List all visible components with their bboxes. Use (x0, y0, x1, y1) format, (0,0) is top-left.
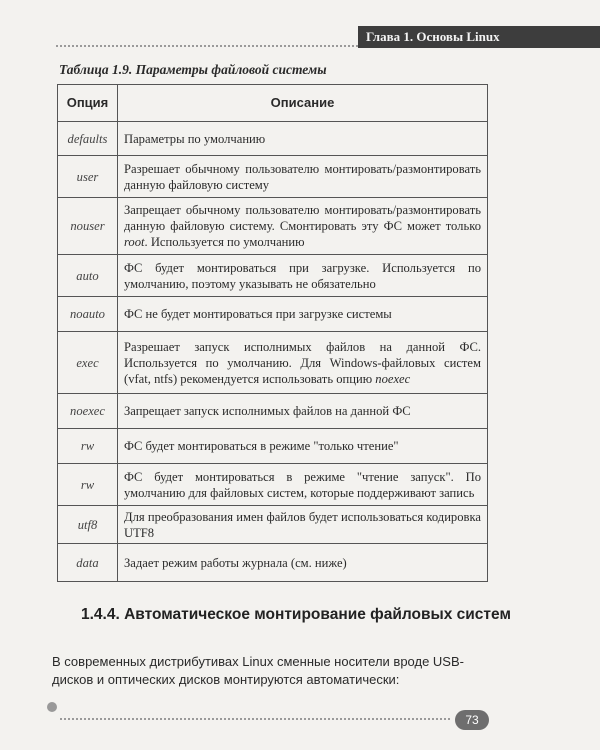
description-cell: Задает режим работы журнала (см. ниже) (118, 544, 488, 582)
option-cell: user (58, 156, 118, 198)
description-cell: ФС будет монтироваться при загрузке. Используется по умолчанию, поэтому указывать не обязательно (118, 255, 488, 297)
header-dotted-rule (56, 45, 358, 47)
description-text: . Используется по умолчанию (144, 235, 305, 249)
option-cell: nouser (58, 198, 118, 255)
description-cell (118, 198, 488, 255)
option-cell: rw (58, 429, 118, 464)
footer-bullet-dot (47, 702, 57, 712)
option-cell: auto (58, 255, 118, 297)
table-row (58, 156, 488, 198)
section-heading: 1.4.4. Автоматическое монтирование файловых систем (81, 606, 511, 623)
option-cell: noexec (58, 394, 118, 429)
table-row (58, 429, 488, 464)
description-cell: Запрещает запуск исполнимых файлов на данной ФС (118, 394, 488, 429)
table-row (58, 122, 488, 156)
description-cell: Разрешает обычному пользователю монтировать/размонтировать данную файловую систему (118, 156, 488, 198)
description-text: Запрещает обычному пользователю монтировать/размонтировать данную файловую систему. Смонтировать эту ФС может только (124, 203, 481, 233)
table-header-row (58, 85, 488, 122)
chapter-title: Глава 1. Основы Linux (366, 29, 500, 44)
option-cell: data (58, 544, 118, 582)
option-cell: rw (58, 464, 118, 506)
table-row (58, 506, 488, 544)
description-cell: ФС не будет монтироваться при загрузке системы (118, 297, 488, 332)
option-cell: utf8 (58, 506, 118, 544)
table-row (58, 297, 488, 332)
description-text: Разрешает запуск исполнимых файлов на данной ФС. Используется по умолчанию. Для Windows-файловых систем (vfat, ntfs) рекомендуется использовать опцию (124, 339, 481, 386)
table-row (58, 198, 488, 255)
description-cell (118, 332, 488, 394)
column-header-option: Опция (58, 85, 118, 122)
body-paragraph: В современных дистрибутивах Linux сменные носители вроде USB-дисков и оптических дисков монтируются автоматически: (52, 654, 464, 687)
table-row (58, 255, 488, 297)
description-cell: ФС будет монтироваться в режиме "чтение запуск". По умолчанию для файловых систем, которые поддерживают запись (118, 464, 488, 506)
description-emphasis: root (124, 235, 145, 249)
table-row (58, 394, 488, 429)
description-cell: Параметры по умолчанию (118, 122, 488, 156)
table-row (58, 544, 488, 582)
description-emphasis: noexec (375, 371, 411, 386)
description-cell: Для преобразования имен файлов будет использоваться кодировка UTF8 (118, 506, 488, 544)
filesystem-params-table (57, 84, 488, 582)
option-cell: defaults (58, 122, 118, 156)
column-header-description: Описание (118, 85, 488, 122)
table-row (58, 464, 488, 506)
footer-dotted-rule (60, 718, 450, 720)
page-number-badge: 73 (455, 710, 489, 730)
option-cell: noauto (58, 297, 118, 332)
table-caption: Таблица 1.9. Параметры файловой системы (59, 62, 327, 77)
description-cell: ФС будет монтироваться в режиме "только чтение" (118, 429, 488, 464)
option-cell: exec (58, 332, 118, 394)
table-row (58, 332, 488, 394)
